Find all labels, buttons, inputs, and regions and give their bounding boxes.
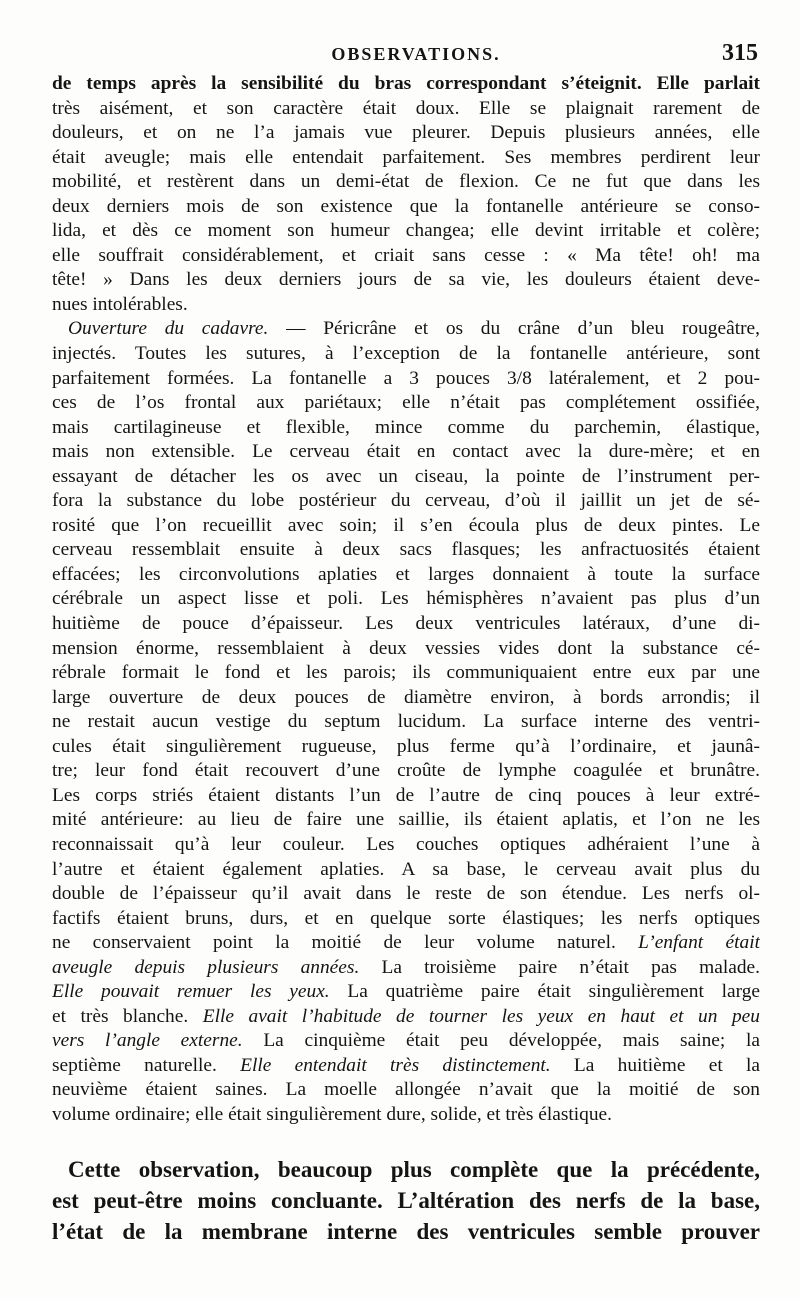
text-line: double de l’épaisseur qu’il avait dans le reste de son étendue. Les nerfs ol- <box>52 883 760 905</box>
paragraph-autopsy <box>52 317 760 1127</box>
text-line: cerveau ressemblait ensuite à deux sacs flasques; les anfractuosités étaient <box>52 539 760 561</box>
text-line <box>52 1029 760 1054</box>
text-line: factifs étaient bruns, durs, et en quelque sorte élastiques; les nerfs optiques <box>52 907 760 929</box>
text-line: mension énorme, ressemblaient à deux vessies vides dont la substance cé- <box>52 637 760 659</box>
text-line: cules était singulièrement rugueuse, plus ferme qu’à l’ordinaire, et jaunâ- <box>52 735 760 757</box>
paragraph-commentary <box>52 1154 760 1247</box>
text-line <box>52 980 760 1005</box>
italic-fragment: Elle avait l’habitude de tourner les yeux en haut et un peu <box>202 1005 760 1027</box>
text-line: l’état de la membrane interne des ventricules semble prouver <box>52 1218 760 1244</box>
running-title: OBSERVATIONS. <box>331 44 501 64</box>
text-fragment: La troisième paire n’était pas malade. <box>359 956 760 978</box>
text-line: large ouverture de deux pouces de diamètre environ, à bords arrondis; il <box>52 686 760 708</box>
text-line: volume ordinaire; elle était singulièrement dure, solide, et très élastique. <box>52 1103 612 1125</box>
text-line: tre; leur fond était recouvert d’une croûte de lymphe coagulée et brunâtre. <box>52 760 760 782</box>
text-line: nues intolérables. <box>52 293 188 315</box>
text-line: reconnaissait qu’à leur couleur. Les couches optiques adhéraient l’une à <box>52 833 760 855</box>
page-number: 315 <box>722 40 758 66</box>
text-line: essayant de détacher les os avec un ciseau, la pointe de l’instrument per- <box>52 465 760 487</box>
text-line: effacées; les circonvolutions aplaties et larges donnaient à toute la surface <box>52 563 760 585</box>
text-line: elle souffrait considérablement, et criait sans cesse : « Ma tête! oh! ma <box>52 244 760 266</box>
text-line: deux derniers mois de son existence que la fontanelle antérieure se conso- <box>52 195 760 217</box>
text-fragment: et très blanche. <box>52 1005 203 1027</box>
text-line <box>52 317 760 342</box>
text-fragment: septième naturelle. <box>52 1054 241 1076</box>
text-line: neuvième étaient saines. La moelle allongée n’avait que la moitié de son <box>52 1079 760 1101</box>
paragraph-gap <box>52 1128 760 1154</box>
text-line: de temps après la sensibilité du bras correspondant s’éteignit. Elle parlait <box>52 73 760 94</box>
text-line: Cette observation, beaucoup plus complète que la précédente, <box>68 1156 760 1182</box>
text-line: ne restait aucun vestige du septum lucidum. La surface interne des ventri- <box>52 711 760 733</box>
text-line: mais cartilagineuse et flexible, mince comme du parchemin, élastique, <box>52 416 760 438</box>
text-line: rébrale formait le fond et les parois; ils communiquaient entre eux par une <box>52 662 760 684</box>
text-line: tête! » Dans les deux derniers jours de sa vie, les douleurs étaient deve- <box>52 269 760 291</box>
text-fragment: La huitième et la <box>550 1054 760 1076</box>
section-heading: Ouverture du cadavre. <box>68 318 269 340</box>
text-line: rosité que l’on recueillit avec soin; il s’en écoula plus de deux pintes. Le <box>52 514 760 536</box>
text-line: lida, et dès ce moment son humeur changea; elle devint irritable et colère; <box>52 220 760 242</box>
text-line: ces de l’os frontal aux pariétaux; elle n’était pas complétement ossifiée, <box>52 392 760 414</box>
italic-fragment: L’enfant était <box>638 932 760 954</box>
text-fragment: La cinquième était peu développée, mais saine; la <box>242 1030 760 1052</box>
italic-fragment: Elle pouvait remuer les yeux. <box>52 981 330 1003</box>
text-line <box>52 956 760 981</box>
text-fragment: — Péricrâne et os du crâne d’un bleu rougeâtre, <box>268 318 760 340</box>
text-line: cérébrale un aspect lisse et poli. Les hémisphères n’avaient pas plus d’un <box>52 588 760 610</box>
text-line: mais non extensible. Le cerveau était en contact avec la dure-mère; et en <box>52 441 760 463</box>
text-line: l’autre et étaient également aplaties. A sa base, le cerveau avait plus du <box>52 858 760 880</box>
text-line: mobilité, et restèrent dans un demi-état de flexion. Ce ne fut que dans les <box>52 171 760 193</box>
running-head <box>68 40 764 70</box>
text-line: parfaitement formées. La fontanelle a 3 pouces 3/8 latéralement, et 2 pou- <box>52 367 760 389</box>
italic-fragment: vers l’angle externe. <box>52 1030 243 1052</box>
italic-fragment: aveugle depuis plusieurs années. <box>52 956 360 978</box>
italic-fragment: Elle entendait très distinctement. <box>240 1054 551 1076</box>
text-line: injectés. Toutes les sutures, à l’exception de la fontanelle antérieure, sont <box>52 343 760 365</box>
text-line <box>52 1005 760 1030</box>
text-line <box>52 931 760 956</box>
text-fragment: La quatrième paire était singulièrement large <box>329 981 760 1003</box>
text-line: Les corps striés étaient distants l’un de l’autre de cinq pouces à leur extré- <box>52 784 760 806</box>
text-line: mité antérieure: au lieu de faire une saillie, ils étaient aplatis, et l’on ne les <box>52 809 760 831</box>
text-line: très aisément, et son caractère était doux. Elle se plaignait rarement de <box>52 97 760 119</box>
text-fragment: ne conservaient point la moitié de leur volume naturel. <box>52 932 639 954</box>
text-line: huitième de pouce d’épaisseur. Les deux ventricules latéraux, d’une di- <box>52 613 760 635</box>
text-line: était aveugle; mais elle entendait parfaitement. Ses membres perdirent leur <box>52 146 760 168</box>
paragraph-case-history <box>52 72 760 317</box>
text-line: douleurs, et on ne l’a jamais vue pleurer. Depuis plusieurs années, elle <box>52 122 760 144</box>
text-line: est peut-être moins concluante. L’altération des nerfs de la base, <box>52 1187 760 1213</box>
text-line <box>52 1054 760 1079</box>
body-text <box>52 72 760 1247</box>
text-line: fora la substance du lobe postérieur du cerveau, d’où il jaillit un jet de sé- <box>52 490 760 512</box>
